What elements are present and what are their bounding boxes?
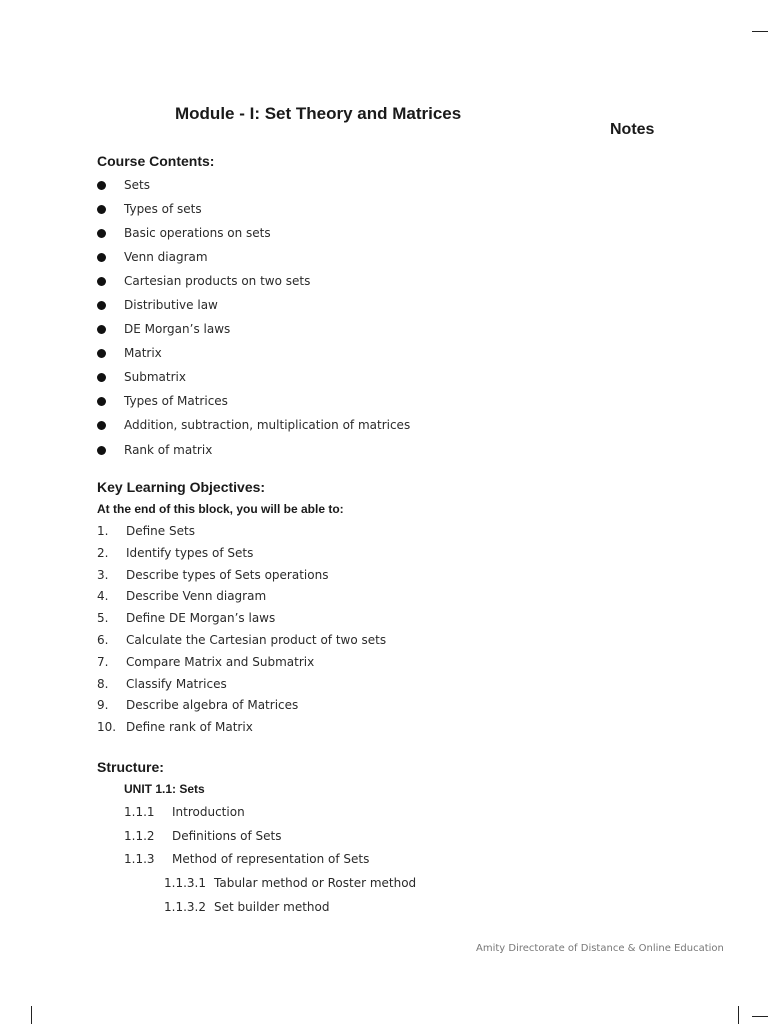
subunit-number: 1.1.3.1 xyxy=(164,876,206,890)
bullet-icon xyxy=(97,301,106,310)
bullet-icon xyxy=(97,205,106,214)
list-item-text: Cartesian products on two sets xyxy=(124,274,311,288)
list-item-text: Identify types of Sets xyxy=(126,546,254,560)
list-item-number: 8. xyxy=(97,677,109,691)
crop-mark-top-right xyxy=(752,31,768,32)
structure-heading: Structure: xyxy=(97,759,164,775)
list-item-text: Define rank of Matrix xyxy=(126,720,253,734)
course-contents-heading: Course Contents: xyxy=(97,153,215,169)
list-item-text: Describe Venn diagram xyxy=(126,589,267,603)
list-item-text: Addition, subtraction, multiplication of matrices xyxy=(124,418,411,432)
list-item-number: 7. xyxy=(97,655,109,669)
bullet-icon xyxy=(97,421,106,430)
objectives-heading: Key Learning Objectives: xyxy=(97,479,266,495)
list-item-text: Submatrix xyxy=(124,370,186,384)
list-item-text: Basic operations on sets xyxy=(124,226,271,240)
objectives-intro: At the end of this block, you will be able to: xyxy=(97,502,344,516)
bullet-icon xyxy=(97,373,106,382)
list-item-text: Define Sets xyxy=(126,524,195,538)
unit-text: Method of representation of Sets xyxy=(172,852,370,866)
list-item-text: Classify Matrices xyxy=(126,677,227,691)
crop-mark-bottom-left-vertical xyxy=(31,1006,32,1024)
bullet-icon xyxy=(97,277,106,286)
unit-number: 1.1.3 xyxy=(124,852,155,866)
list-item-text: DE Morgan’s laws xyxy=(124,322,231,336)
list-item-number: 5. xyxy=(97,611,109,625)
list-item-text: Define DE Morgan’s laws xyxy=(126,611,276,625)
bullet-icon xyxy=(97,253,106,262)
list-item-text: Distributive law xyxy=(124,298,218,312)
list-item-number: 2. xyxy=(97,546,109,560)
subunit-number: 1.1.3.2 xyxy=(164,900,206,914)
list-item-text: Venn diagram xyxy=(124,250,208,264)
footer-text: Amity Directorate of Distance & Online Education xyxy=(476,943,724,954)
list-item-number: 6. xyxy=(97,633,109,647)
unit-title: UNIT 1.1: Sets xyxy=(124,782,205,796)
unit-text: Definitions of Sets xyxy=(172,829,282,843)
bullet-icon xyxy=(97,397,106,406)
subunit-text: Set builder method xyxy=(214,900,330,914)
list-item-number: 1. xyxy=(97,524,109,538)
bullet-icon xyxy=(97,446,106,455)
list-item-text: Types of Matrices xyxy=(124,394,228,408)
page-title: Module - I: Set Theory and Matrices xyxy=(175,104,462,123)
list-item-text: Matrix xyxy=(124,346,162,360)
list-item-number: 9. xyxy=(97,698,109,712)
unit-number: 1.1.2 xyxy=(124,829,155,843)
bullet-icon xyxy=(97,181,106,190)
unit-text: Introduction xyxy=(172,805,245,819)
bullet-icon xyxy=(97,325,106,334)
bullet-icon xyxy=(97,229,106,238)
list-item-number: 4. xyxy=(97,589,109,603)
list-item-text: Calculate the Cartesian product of two sets xyxy=(126,633,387,647)
list-item-text: Compare Matrix and Submatrix xyxy=(126,655,315,669)
list-item-text: Rank of matrix xyxy=(124,443,213,457)
crop-mark-bottom-right-vertical xyxy=(738,1006,739,1024)
unit-number: 1.1.1 xyxy=(124,805,155,819)
crop-mark-bottom-right-horizontal xyxy=(752,1016,768,1017)
notes-label: Notes xyxy=(610,121,655,138)
subunit-text: Tabular method or Roster method xyxy=(214,876,417,890)
list-item-number: 3. xyxy=(97,568,109,582)
list-item-number: 10. xyxy=(97,720,117,734)
list-item-text: Describe types of Sets operations xyxy=(126,568,329,582)
list-item-text: Sets xyxy=(124,178,150,192)
list-item-text: Describe algebra of Matrices xyxy=(126,698,299,712)
list-item-text: Types of sets xyxy=(124,202,202,216)
bullet-icon xyxy=(97,349,106,358)
